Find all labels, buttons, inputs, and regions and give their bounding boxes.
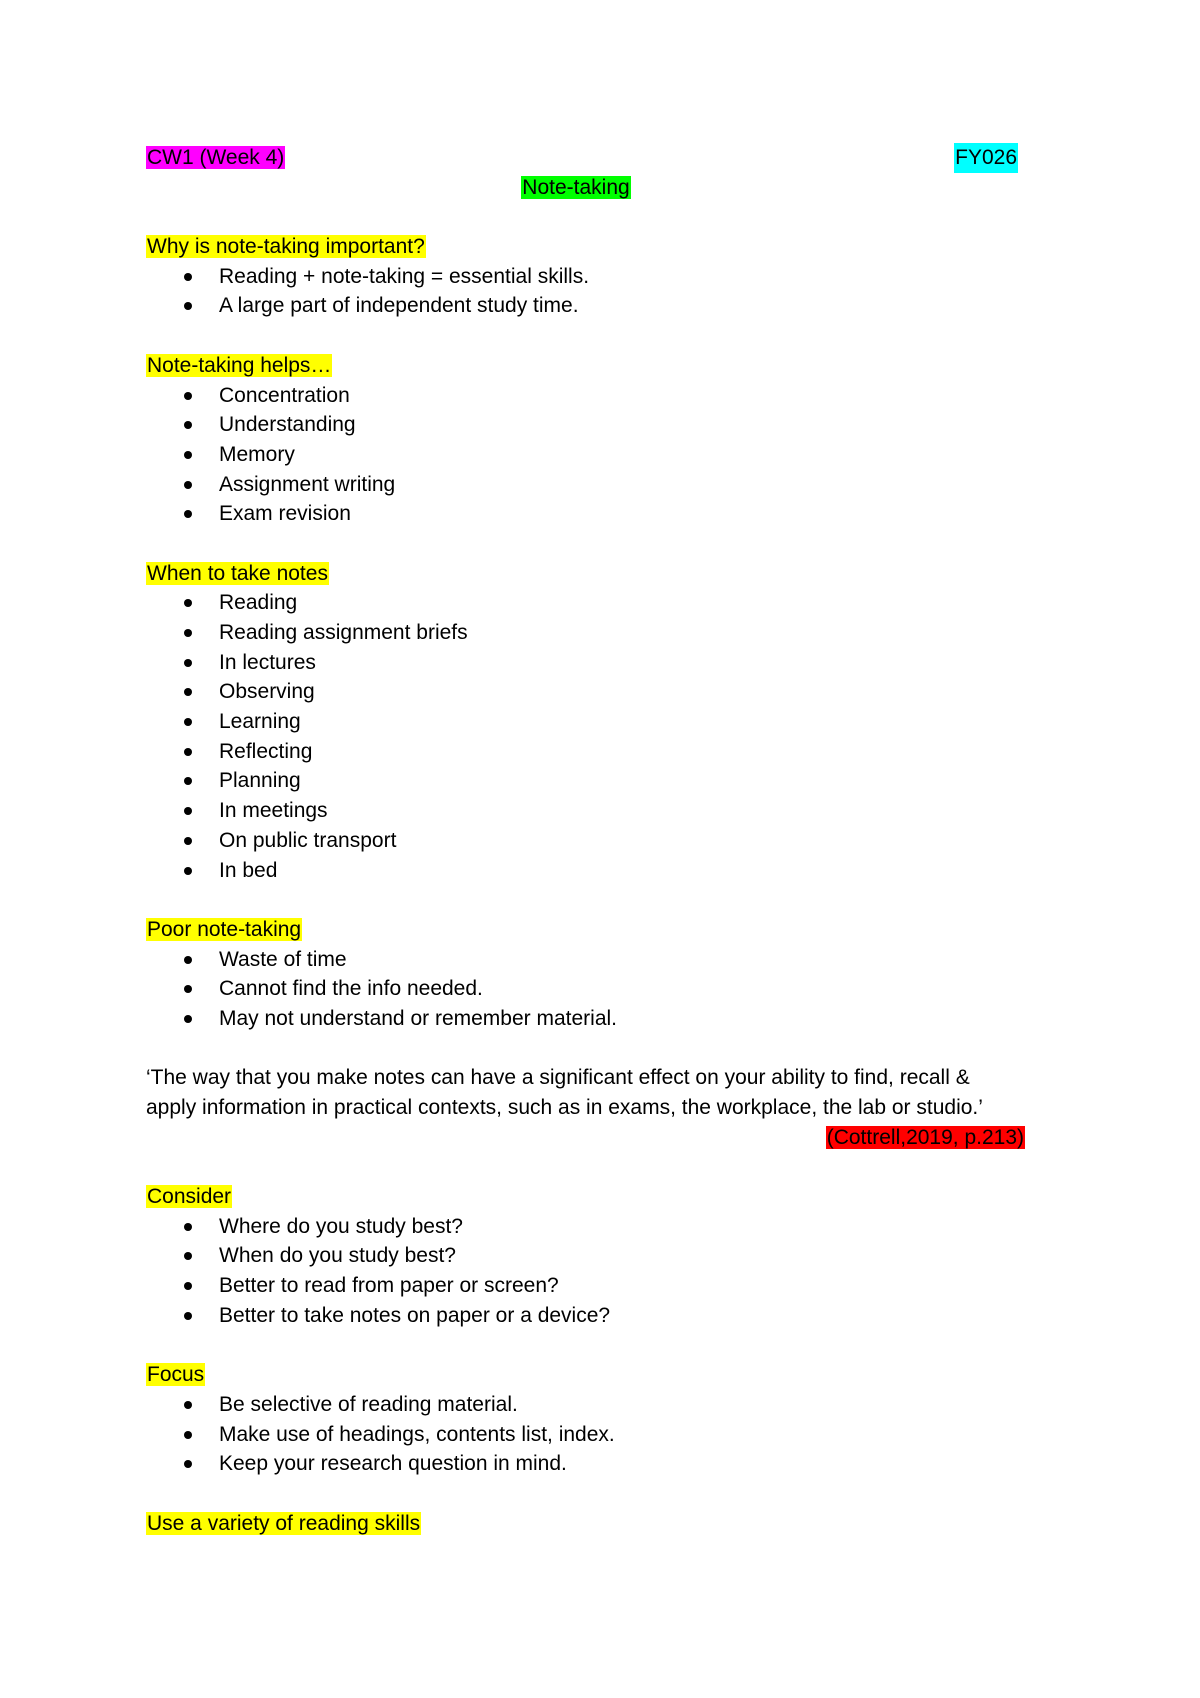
spacer bbox=[146, 1331, 1026, 1361]
list-item bbox=[146, 291, 1026, 321]
bullet-icon bbox=[184, 392, 192, 400]
section-heading-text: Poor note-taking bbox=[147, 917, 302, 941]
list-item bbox=[146, 707, 1026, 737]
bullet-icon bbox=[184, 659, 192, 667]
list-item-text: Reading + note-taking = essential skills. bbox=[219, 264, 590, 288]
section-heading-variety bbox=[146, 1509, 1026, 1539]
page-title: Note-taking bbox=[522, 175, 630, 199]
title-line bbox=[146, 173, 1026, 203]
list-item-text: Cannot find the info needed. bbox=[219, 977, 483, 1001]
bullet-icon bbox=[184, 302, 192, 310]
quote-line-1: ‘The way that you make notes can have a significant effect on your ability to find, recall & bbox=[146, 1066, 970, 1090]
list-item-text: Make use of headings, contents list, index. bbox=[219, 1422, 615, 1446]
list-item-text: Observing bbox=[219, 680, 315, 704]
spacer bbox=[146, 321, 1026, 351]
bullet-icon bbox=[184, 718, 192, 726]
list-item-text: Memory bbox=[219, 442, 295, 466]
list-item bbox=[146, 1390, 1026, 1420]
list-item-text: Understanding bbox=[219, 413, 356, 437]
list-item bbox=[146, 796, 1026, 826]
list-item bbox=[146, 588, 1026, 618]
list-item-text: Exam revision bbox=[219, 502, 351, 526]
list-item bbox=[146, 648, 1026, 678]
list-item bbox=[146, 499, 1026, 529]
bullet-icon bbox=[184, 985, 192, 993]
list-item bbox=[146, 470, 1026, 500]
spacer bbox=[146, 529, 1026, 559]
bullet-icon bbox=[184, 1431, 192, 1439]
bullet-icon bbox=[184, 1312, 192, 1320]
bullet-icon bbox=[184, 1223, 192, 1231]
bullet-list-poor bbox=[146, 945, 1026, 1034]
bullet-icon bbox=[184, 777, 192, 785]
header-line bbox=[146, 143, 1026, 173]
list-item-text: Where do you study best? bbox=[219, 1214, 463, 1238]
list-item bbox=[146, 1004, 1026, 1034]
bullet-icon bbox=[184, 748, 192, 756]
list-item-text: Planning bbox=[219, 769, 301, 793]
bullet-list-helps bbox=[146, 381, 1026, 529]
section-heading-text: Use a variety of reading skills bbox=[147, 1511, 421, 1535]
list-item-text: Better to read from paper or screen? bbox=[219, 1274, 559, 1298]
bullet-list-consider bbox=[146, 1212, 1026, 1331]
bullet-icon bbox=[184, 629, 192, 637]
bullet-icon bbox=[184, 1282, 192, 1290]
list-item bbox=[146, 381, 1026, 411]
bullet-icon bbox=[184, 1252, 192, 1260]
list-item bbox=[146, 440, 1026, 470]
list-item-text: Concentration bbox=[219, 383, 350, 407]
bullet-icon bbox=[184, 1401, 192, 1409]
citation: (Cottrell,2019, p.213) bbox=[826, 1125, 1024, 1149]
section-heading-text: Consider bbox=[147, 1185, 232, 1209]
bullet-icon bbox=[184, 807, 192, 815]
list-item bbox=[146, 1420, 1026, 1450]
bullet-icon bbox=[184, 481, 192, 489]
list-item-text: Be selective of reading material. bbox=[219, 1392, 518, 1416]
spacer bbox=[146, 885, 1026, 915]
list-item bbox=[146, 766, 1026, 796]
spacer bbox=[146, 202, 1026, 232]
list-item bbox=[146, 1212, 1026, 1242]
document-page bbox=[146, 143, 1026, 1538]
list-item-text: Waste of time bbox=[219, 947, 347, 971]
bullet-icon bbox=[184, 451, 192, 459]
section-heading-why bbox=[146, 232, 1026, 262]
spacer bbox=[146, 1479, 1026, 1509]
section-heading-consider bbox=[146, 1182, 1026, 1212]
list-item bbox=[146, 410, 1026, 440]
bullet-icon bbox=[184, 837, 192, 845]
list-item-text: Keep your research question in mind. bbox=[219, 1452, 567, 1476]
list-item-text: A large part of independent study time. bbox=[219, 294, 579, 318]
bullet-icon bbox=[184, 599, 192, 607]
section-heading-focus bbox=[146, 1360, 1026, 1390]
quote-line-2: apply information in practical contexts, such as in exams, the workplace, the lab or studio.’ bbox=[146, 1096, 983, 1119]
course-week-label: CW1 (Week 4) bbox=[147, 146, 285, 169]
list-item bbox=[146, 1241, 1026, 1271]
spacer bbox=[146, 1152, 1026, 1182]
bullet-icon bbox=[184, 1015, 192, 1023]
list-item-text: In meetings bbox=[219, 799, 328, 823]
list-item-text: In lectures bbox=[219, 650, 316, 674]
module-code-label: FY026 bbox=[954, 143, 1018, 173]
list-item-text: In bed bbox=[219, 858, 278, 882]
bullet-list-why bbox=[146, 262, 1026, 321]
list-item bbox=[146, 618, 1026, 648]
section-heading-poor bbox=[146, 915, 1026, 945]
section-heading-text: When to take notes bbox=[147, 561, 328, 585]
list-item-text: Learning bbox=[219, 710, 301, 734]
list-item bbox=[146, 262, 1026, 292]
list-item bbox=[146, 1449, 1026, 1479]
list-item bbox=[146, 945, 1026, 975]
list-item bbox=[146, 974, 1026, 1004]
bullet-list-when bbox=[146, 588, 1026, 885]
bullet-icon bbox=[184, 688, 192, 696]
bullet-icon bbox=[184, 1460, 192, 1468]
list-item-text: When do you study best? bbox=[219, 1244, 456, 1268]
section-heading-text: Why is note-taking important? bbox=[147, 235, 425, 259]
section-heading-helps bbox=[146, 351, 1026, 381]
list-item-text: Reading assignment briefs bbox=[219, 621, 468, 644]
bullet-icon bbox=[184, 510, 192, 518]
bullet-icon bbox=[184, 867, 192, 875]
list-item-text: May not understand or remember material. bbox=[219, 1006, 618, 1030]
bullet-list-focus bbox=[146, 1390, 1026, 1479]
bullet-icon bbox=[184, 956, 192, 964]
list-item-text: Reading bbox=[219, 591, 298, 615]
section-heading-text: Focus bbox=[147, 1363, 205, 1387]
list-item bbox=[146, 737, 1026, 767]
list-item bbox=[146, 1271, 1026, 1301]
list-item bbox=[146, 1301, 1026, 1331]
bullet-icon bbox=[184, 421, 192, 429]
list-item bbox=[146, 826, 1026, 856]
list-item bbox=[146, 856, 1026, 886]
citation-line bbox=[146, 1123, 1026, 1153]
list-item-text: Assignment writing bbox=[219, 472, 396, 496]
bullet-icon bbox=[184, 273, 192, 281]
section-heading-text: Note-taking helps… bbox=[147, 353, 332, 377]
list-item-text: On public transport bbox=[219, 828, 397, 852]
list-item-text: Reflecting bbox=[219, 739, 313, 763]
section-heading-when bbox=[146, 559, 1026, 589]
list-item-text: Better to take notes on paper or a device? bbox=[219, 1303, 611, 1327]
list-item bbox=[146, 677, 1026, 707]
spacer bbox=[146, 1034, 1026, 1064]
